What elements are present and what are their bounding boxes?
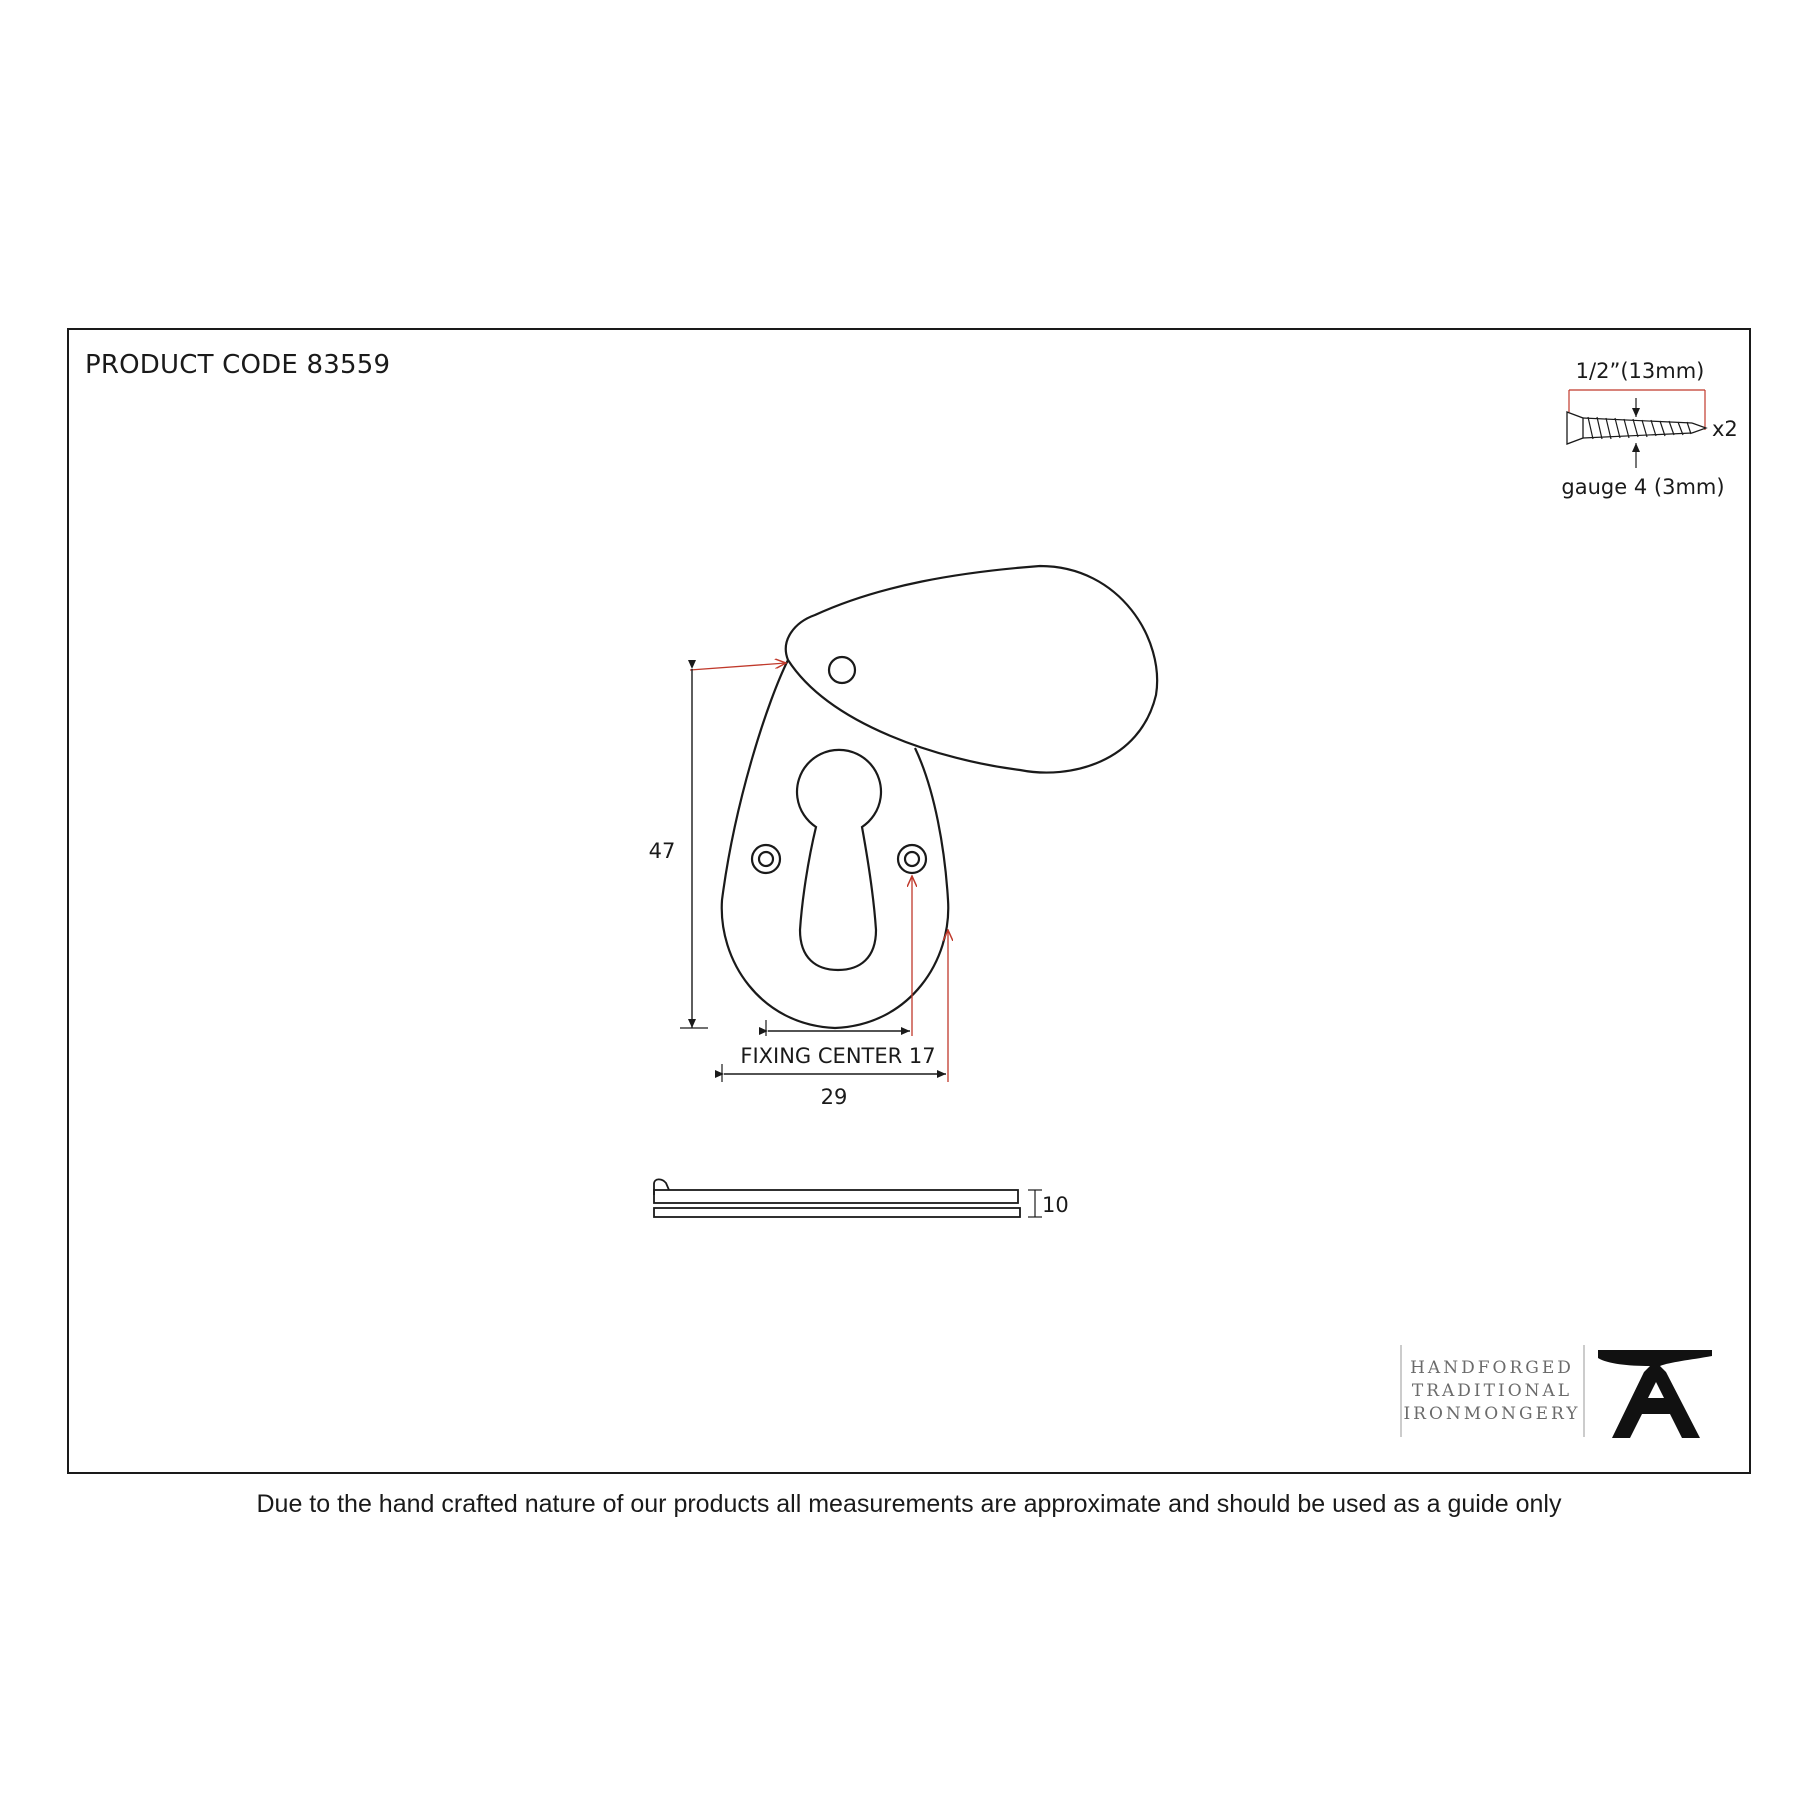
fixing-center-dimension [740, 876, 935, 1068]
brand-line-2: TRADITIONAL [1411, 1381, 1573, 1401]
product-code: PRODUCT CODE 83559 [85, 350, 391, 380]
screw-spec [1561, 359, 1737, 499]
anvil-logo-icon [1598, 1350, 1712, 1438]
depth-label: 10 [1042, 1193, 1069, 1217]
fixing-hole-right-icon [898, 845, 926, 873]
screw-length-label: 1/2”(13mm) [1575, 359, 1705, 383]
width-dimension [722, 930, 948, 1109]
width-label: 29 [820, 1085, 848, 1109]
brand-block [1401, 1345, 1712, 1438]
height-label: 47 [648, 839, 676, 863]
pivot-rivet-icon [829, 657, 855, 683]
keyhole-cover [786, 566, 1157, 773]
keyhole-icon [797, 750, 881, 970]
brand-line-1: HANDFORGED [1410, 1358, 1574, 1378]
side-profile [654, 1179, 1069, 1217]
screw-gauge-label: gauge 4 (3mm) [1561, 475, 1725, 499]
fixing-hole-left-icon [752, 845, 780, 873]
fixing-center-label: FIXING CENTER 17 [740, 1044, 936, 1068]
disclaimer-footer: Due to the hand crafted nature of our products all measurements are approximate and should be used as a guide only [256, 1490, 1562, 1518]
screw-quantity: x2 [1712, 417, 1738, 441]
brand-line-3: IRONMONGERY [1403, 1404, 1581, 1424]
